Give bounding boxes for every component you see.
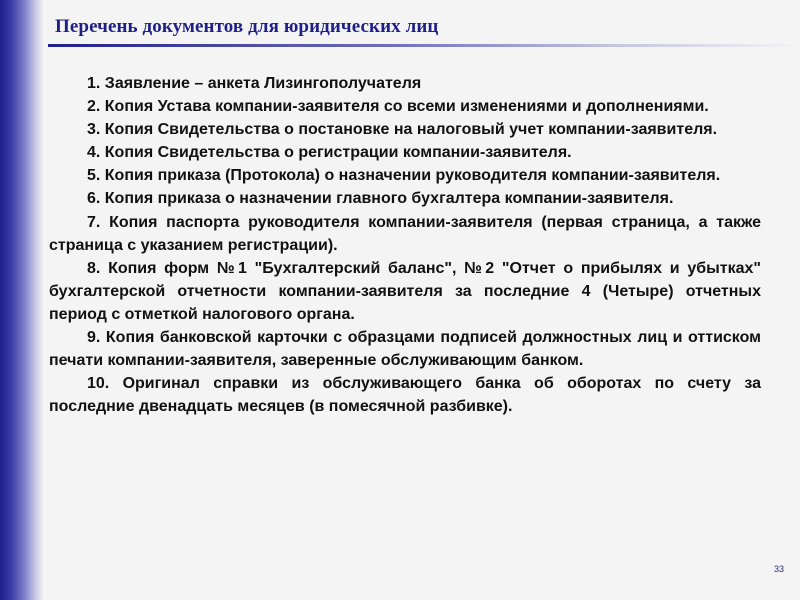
- document-item-5: 5. Копия приказа (Протокола) о назначении руководителя компании-заявителя.: [87, 167, 721, 185]
- document-list: [49, 72, 761, 418]
- title-underline: [48, 44, 800, 47]
- document-item-7: 7. Копия паспорта руководителя компании-заявителя (первая страница, а также страница с указанием регистрации).: [49, 213, 761, 254]
- document-item-9: 9. Копия банковской карточки с образцами подписей должностных лиц и оттиском печати компании-заявителя, заверенные обслуживающим банком.: [49, 329, 761, 370]
- document-item-6: 6. Копия приказа о назначении главного бухгалтера компании-заявителя.: [87, 190, 674, 208]
- document-item-8: 8. Копия форм №1 "Бухгалтерский баланс", №2 "Отчет о прибылях и убытках" бухгалтерской отчетности компании-заявителя за последние 4 (Четыре) отчетных период с отметкой налогового органа.: [49, 259, 761, 323]
- page-number: 33: [773, 564, 784, 574]
- document-item-10: 10. Оригинал справки из обслуживающего банка об оборотах по счету за последние двенадцать месяцев (в помесячной разбивке).: [49, 375, 761, 416]
- left-gradient-band: [0, 0, 44, 600]
- document-item-1: 1. Заявление – анкета Лизингополучателя: [87, 75, 422, 92]
- document-item-2: 2. Копия Устава компании-заявителя со всеми изменениями и дополнениями.: [87, 98, 709, 116]
- slide-title: Перечень документов для юридических лиц: [55, 16, 439, 37]
- document-item-3: 3. Копия Свидетельства о постановке на налоговый учет компании-заявителя.: [87, 121, 718, 139]
- document-item-4: 4. Копия Свидетельства о регистрации компании-заявителя.: [87, 144, 572, 162]
